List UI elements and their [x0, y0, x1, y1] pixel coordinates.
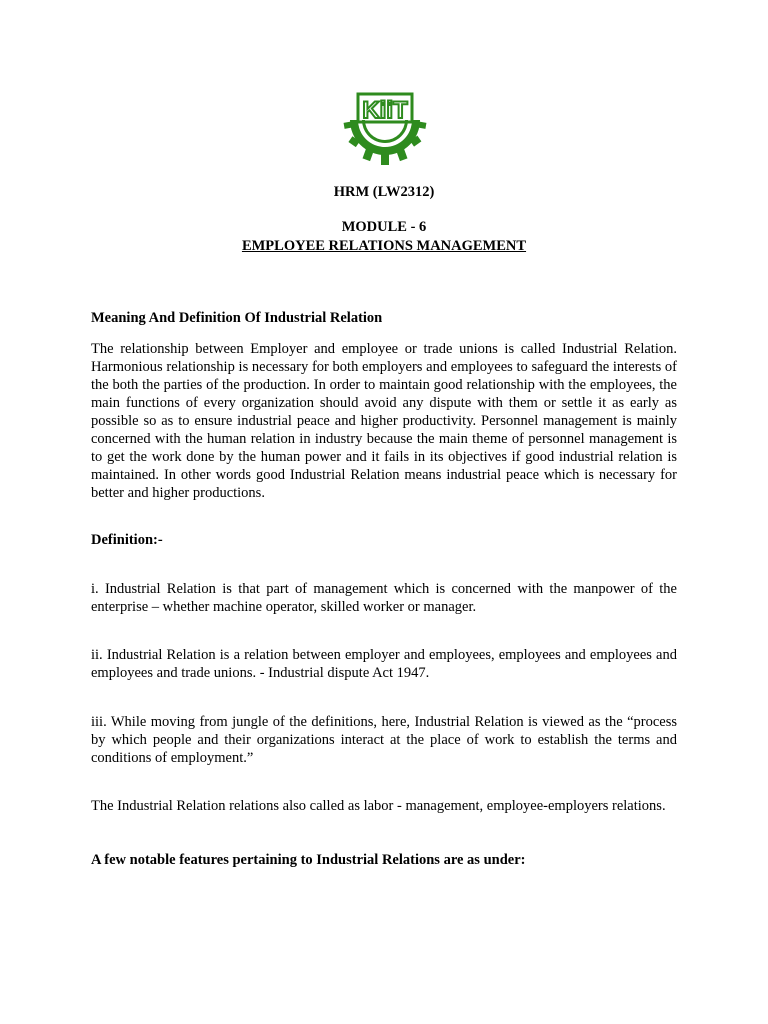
- definition-heading: Definition:-: [91, 532, 163, 548]
- definition-2: ii. Industrial Relation is a relation between employer and employees, employees and employees and employees and trade unions. - Industrial dispute Act 1947.: [91, 647, 677, 681]
- definition-3: iii. While moving from jungle of the definitions, here, Industrial Relation is viewed as the “process by which people and their organizations interact at the place of work to establish the terms and conditions of employment.”: [91, 714, 677, 766]
- course-code: HRM (LW2312): [333, 184, 435, 200]
- module-title: EMPLOYEE RELATIONS MANAGEMENT: [241, 238, 527, 254]
- features-heading: A few notable features pertaining to Industrial Relations are as under:: [91, 852, 526, 868]
- kiit-logo: [340, 90, 430, 166]
- svg-text:KiiT: KiiT: [362, 97, 408, 124]
- module-number: MODULE - 6: [341, 219, 427, 235]
- section-heading: Meaning And Definition Of Industrial Relation: [91, 310, 383, 326]
- also-called-paragraph: The Industrial Relation relations also called as labor - management, employee-employers relations.: [91, 798, 666, 814]
- intro-paragraph: The relationship between Employer and employee or trade unions is called Industrial Relation. Harmonious relationship is necessary for both employers and employees to safeguard the interests of the both the parties of the production. In order to maintain good relationship with the employees, the main functions of every organization should avoid any dispute with them or settle it as early as possible so as to ensure industrial peace and higher productivity. Personnel management is mainly concerned with the human relation in industry because the main theme of personnel management is to get the work done by the human power and it fails in its objectives if good industrial relation is maintained. In other words good Industrial Relation means industrial peace which is necessary for better and higher productions.: [91, 341, 677, 501]
- definition-1: i. Industrial Relation is that part of management which is concerned with the manpower of the enterprise – whether machine operator, skilled worker or manager.: [91, 581, 677, 615]
